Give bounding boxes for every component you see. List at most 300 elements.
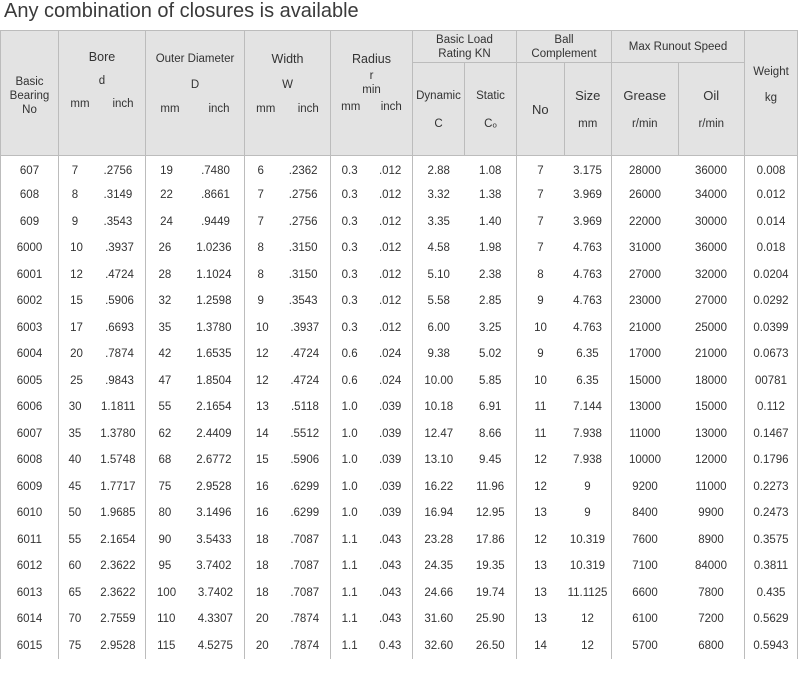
outer-diameter-inch: 2.6772 xyxy=(196,454,232,467)
outer-diameter-cell xyxy=(146,288,245,315)
weight-cell xyxy=(745,447,798,474)
outer-diameter-cell xyxy=(146,474,245,501)
outer-diameter-cell xyxy=(146,341,245,368)
max-speed-cell xyxy=(612,262,745,289)
width-mm: 10 xyxy=(255,321,269,334)
max-speed-a: 13000 xyxy=(629,401,661,414)
ball-no-column-header: No xyxy=(531,102,549,117)
weight-cell xyxy=(745,580,798,607)
bore-mm: 55 xyxy=(68,533,82,546)
max-speed-a: 9200 xyxy=(632,480,658,493)
outer-diameter-inch: .8661 xyxy=(201,189,230,202)
radius-mm: 1.1 xyxy=(341,639,358,652)
width-inch: .2362 xyxy=(288,165,318,177)
max-speed-a: 17000 xyxy=(629,348,661,361)
weight-cell xyxy=(745,209,798,236)
outer-diameter-cell xyxy=(146,394,245,421)
max-speed-cell xyxy=(612,341,745,368)
radius-mm: 1.1 xyxy=(341,586,358,599)
width-inch: .2756 xyxy=(288,215,318,228)
max-speed-cell xyxy=(612,288,745,315)
outer-diameter-cell xyxy=(146,182,245,209)
width-inch: .3150 xyxy=(288,242,318,255)
table-row xyxy=(1,474,798,501)
load-rating-cell xyxy=(413,580,517,607)
table-row xyxy=(1,288,798,315)
bearing-no-value: 6009 xyxy=(16,480,43,493)
table-row xyxy=(1,315,798,342)
max-speed-a: 28000 xyxy=(629,165,661,177)
radius-inch: .043 xyxy=(378,560,402,573)
weight-value: 0.0292 xyxy=(753,295,789,308)
width-cell xyxy=(245,447,331,474)
width-cell xyxy=(245,315,331,342)
outer-diameter-inch: 2.9528 xyxy=(196,480,232,493)
bore-mm: 7 xyxy=(71,165,79,177)
radius-inch: .039 xyxy=(378,507,402,520)
max-speed-b: 8900 xyxy=(698,533,724,546)
max-speed-b: 6800 xyxy=(698,639,724,652)
bore-mm: 8 xyxy=(71,189,79,202)
bearing-no-cell xyxy=(1,606,59,633)
outer-diameter-cell xyxy=(146,580,245,607)
load-rating-a: 10.18 xyxy=(424,401,454,414)
outer-diameter-cell xyxy=(146,527,245,554)
load-rating-cell xyxy=(413,315,517,342)
weight-value: 0.1796 xyxy=(753,454,789,467)
max-speed-a: 31000 xyxy=(629,242,661,255)
radius-cell xyxy=(331,580,413,607)
max-speed-b: 36000 xyxy=(695,165,727,177)
radius-inch: .043 xyxy=(378,613,402,626)
bore-inch: .6693 xyxy=(105,321,134,334)
bore-inch: 1.1811 xyxy=(100,401,136,414)
ball-complement-cell xyxy=(517,368,612,395)
width-inch: .6299 xyxy=(290,507,320,520)
width-inch: .2756 xyxy=(288,189,318,202)
bearing-no-cell xyxy=(1,209,59,236)
radius-cell xyxy=(331,527,413,554)
load-rating-a: 3.35 xyxy=(427,215,450,228)
bore-cell xyxy=(59,474,146,501)
radius-inch: .039 xyxy=(378,454,402,467)
load-rating-b: 2.38 xyxy=(479,268,502,281)
radius-inch: .012 xyxy=(378,242,402,255)
radius-cell xyxy=(331,235,413,262)
table-row xyxy=(1,633,798,660)
weight-value: 0.1467 xyxy=(753,427,789,440)
table-row xyxy=(1,368,798,395)
max-speed-a: 21000 xyxy=(629,321,661,334)
bore-inch: .3543 xyxy=(103,215,133,228)
weight-cell xyxy=(745,394,798,421)
weight-value: 0.5629 xyxy=(753,613,789,626)
bore-mm: 65 xyxy=(68,586,82,599)
load-rating-header: Basic Load Rating KN Dynamic C Static Cₒ xyxy=(413,31,517,156)
radius-inch: .012 xyxy=(378,321,402,334)
max-speed-b: 27000 xyxy=(695,295,727,308)
width-cell xyxy=(245,606,331,633)
ball-complement-b: 9 xyxy=(584,507,591,520)
bearing-no-value: 6007 xyxy=(16,427,43,440)
bore-mm: 40 xyxy=(68,454,82,467)
width-cell xyxy=(245,527,331,554)
radius-mm: 0.3 xyxy=(341,189,358,202)
ball-complement-cell xyxy=(517,633,612,660)
ball-complement-cell xyxy=(517,394,612,421)
width-header: Width W mm inch xyxy=(245,31,331,156)
width-inch: .4724 xyxy=(290,348,320,361)
bearing-no-value: 6005 xyxy=(16,374,43,387)
ball-complement-b: 9 xyxy=(584,480,591,493)
radius-cell xyxy=(331,288,413,315)
weight-value: 0.2273 xyxy=(753,480,789,493)
weight-cell xyxy=(745,606,798,633)
bearing-no-cell xyxy=(1,235,59,262)
bore-cell xyxy=(59,315,146,342)
weight-value: 0.008 xyxy=(756,165,786,177)
table-row xyxy=(1,421,798,448)
outer-diameter-inch: 3.7402 xyxy=(196,560,232,573)
max-speed-cell xyxy=(612,633,745,660)
table-row xyxy=(1,447,798,474)
table-row xyxy=(1,500,798,527)
load-rating-b: 25.90 xyxy=(475,613,505,626)
ball-complement-cell xyxy=(517,315,612,342)
max-speed-b: 18000 xyxy=(695,374,727,387)
load-rating-b: 9.45 xyxy=(479,454,502,467)
radius-inch: .024 xyxy=(378,374,402,387)
max-speed-b: 25000 xyxy=(695,321,727,334)
outer-diameter-mm: 19 xyxy=(160,165,173,177)
max-speed-cell xyxy=(612,553,745,580)
weight-cell xyxy=(745,368,798,395)
width-mm: 8 xyxy=(257,242,264,255)
bore-inch: .2756 xyxy=(103,165,133,177)
outer-diameter-inch: 4.5275 xyxy=(197,639,233,652)
width-inch: .7087 xyxy=(290,560,320,573)
width-mm: 7 xyxy=(257,189,264,202)
max-speed-a: 27000 xyxy=(629,268,661,281)
max-speed-b: 13000 xyxy=(695,427,727,440)
max-speed-cell xyxy=(612,235,745,262)
max-speed-b: 32000 xyxy=(695,268,727,281)
weight-cell xyxy=(745,633,798,660)
ball-complement-a: 12 xyxy=(534,454,547,467)
radius-inch: 0.43 xyxy=(378,639,402,652)
weight-value: 0.112 xyxy=(757,401,785,414)
load-rating-b: 1.38 xyxy=(479,189,502,202)
outer-diameter-mm: 28 xyxy=(158,268,172,281)
outer-diameter-inch: 1.0236 xyxy=(196,242,232,255)
table-row xyxy=(1,394,798,421)
ball-complement-b: 4.763 xyxy=(573,268,602,281)
bearing-no-value: 6006 xyxy=(16,401,43,414)
outer-diameter-mm: 55 xyxy=(158,401,172,414)
table-row xyxy=(1,235,798,262)
radius-mm: 0.6 xyxy=(341,374,358,387)
outer-diameter-cell xyxy=(146,421,245,448)
ball-complement-b: 7.144 xyxy=(573,401,602,414)
max-speed-cell xyxy=(612,368,745,395)
load-rating-a: 3.32 xyxy=(427,189,450,202)
width-cell xyxy=(245,421,331,448)
bore-mm: 60 xyxy=(68,560,82,573)
bore-inch: 2.3622 xyxy=(100,560,136,573)
radius-mm: 0.6 xyxy=(341,348,358,361)
bore-cell xyxy=(59,341,146,368)
load-rating-a: 9.38 xyxy=(427,348,450,361)
max-speed-cell xyxy=(612,447,745,474)
load-rating-cell xyxy=(413,474,517,501)
width-mm: 7 xyxy=(257,215,264,228)
bearing-no-value: 607 xyxy=(19,165,40,177)
table-row xyxy=(1,209,798,236)
ball-complement-a: 9 xyxy=(537,348,544,361)
bore-inch: .4724 xyxy=(105,268,134,281)
width-inch: .5512 xyxy=(290,427,320,440)
max-speed-a: 15000 xyxy=(629,374,661,387)
width-mm: 12 xyxy=(255,374,269,387)
radius-mm: 1.0 xyxy=(341,401,358,414)
width-inch: .7087 xyxy=(290,533,320,546)
weight-value: 0.3811 xyxy=(753,560,789,573)
outer-diameter-inch: 1.3780 xyxy=(196,321,232,334)
grease-column-header: Grease r/min xyxy=(623,88,667,130)
bearing-no-value: 6014 xyxy=(16,613,43,626)
static-column-header: Static Cₒ xyxy=(464,63,516,155)
max-runout-speed-header: Max Runout Speed Grease r/min Oil r/min xyxy=(612,31,745,156)
bore-mm: 10 xyxy=(70,242,83,255)
load-rating-b: 5.85 xyxy=(479,374,502,387)
weight-cell xyxy=(745,500,798,527)
outer-diameter-mm: 115 xyxy=(157,639,176,652)
load-rating-a: 23.28 xyxy=(424,533,454,546)
outer-diameter-header: Outer Diameter D mm inch xyxy=(146,31,245,156)
outer-diameter-mm: 47 xyxy=(158,374,172,387)
ball-complement-cell xyxy=(517,182,612,209)
outer-diameter-mm: 35 xyxy=(158,321,172,334)
bore-mm: 25 xyxy=(70,374,83,387)
bore-cell xyxy=(59,288,146,315)
max-speed-b: 12000 xyxy=(695,454,727,467)
weight-value: 0.5943 xyxy=(753,639,789,652)
bearing-no-value: 6004 xyxy=(16,348,43,361)
ball-complement-cell xyxy=(517,209,612,236)
outer-diameter-inch: 2.1654 xyxy=(196,401,232,414)
width-inch: .3937 xyxy=(290,321,320,334)
outer-diameter-inch: .7480 xyxy=(201,165,230,177)
ball-complement-cell xyxy=(517,235,612,262)
max-speed-b: 9900 xyxy=(698,507,724,520)
ball-complement-b: 3.969 xyxy=(573,189,602,202)
oil-column-header: Oil r/min xyxy=(678,63,745,155)
bearing-no-cell xyxy=(1,288,59,315)
bearing-no-value: 6015 xyxy=(16,639,43,652)
radius-mm: 1.0 xyxy=(341,480,358,493)
bore-cell xyxy=(59,553,146,580)
weight-cell xyxy=(745,421,798,448)
radius-mm: 1.0 xyxy=(341,427,358,440)
bore-inch: 1.9685 xyxy=(100,507,136,520)
width-mm: 16 xyxy=(255,507,269,520)
width-mm: 18 xyxy=(255,560,269,573)
radius-mm: 0.3 xyxy=(341,242,358,255)
radius-mm: 0.3 xyxy=(341,165,358,177)
max-speed-cell xyxy=(612,606,745,633)
radius-cell xyxy=(331,182,413,209)
radius-inch: .039 xyxy=(378,401,402,414)
outer-diameter-cell xyxy=(146,553,245,580)
table-body xyxy=(1,156,798,660)
weight-header: Weight kg xyxy=(745,31,798,156)
basic-bearing-header: Basic Bearing No xyxy=(1,31,59,156)
load-rating-cell xyxy=(413,500,517,527)
load-rating-b: 8.66 xyxy=(479,427,502,440)
width-inch: .5118 xyxy=(290,401,319,414)
outer-diameter-mm: 75 xyxy=(158,480,172,493)
width-cell xyxy=(245,288,331,315)
max-speed-cell xyxy=(612,394,745,421)
width-inch: .7087 xyxy=(290,586,320,599)
width-cell xyxy=(245,235,331,262)
load-rating-a: 16.94 xyxy=(424,507,454,520)
weight-cell xyxy=(745,553,798,580)
weight-value: 0.012 xyxy=(756,189,786,202)
load-rating-cell xyxy=(413,288,517,315)
ball-complement-b: 6.35 xyxy=(576,374,599,387)
bearing-no-cell xyxy=(1,633,59,660)
width-inch: .7874 xyxy=(290,613,320,626)
outer-diameter-cell xyxy=(146,262,245,289)
bore-inch: 1.3780 xyxy=(100,427,136,440)
load-rating-b: 1.08 xyxy=(479,165,502,177)
ball-complement-b: 4.763 xyxy=(573,321,602,334)
outer-diameter-inch: 3.1496 xyxy=(196,507,232,520)
load-rating-b: 1.40 xyxy=(479,215,502,228)
table-row xyxy=(1,341,798,368)
ball-complement-a: 13 xyxy=(534,507,547,520)
radius-inch: .024 xyxy=(378,348,402,361)
width-mm: 15 xyxy=(255,454,269,467)
max-speed-b: 11000 xyxy=(695,480,727,493)
ball-complement-b: 11.1125 xyxy=(567,586,608,599)
bearing-no-value: 6011 xyxy=(17,533,42,546)
bore-mm: 20 xyxy=(70,348,83,361)
ball-complement-b: 3.969 xyxy=(573,215,602,228)
max-speed-a: 22000 xyxy=(629,215,661,228)
load-rating-cell xyxy=(413,447,517,474)
radius-cell xyxy=(331,341,413,368)
bearing-no-cell xyxy=(1,474,59,501)
bearing-no-cell xyxy=(1,368,59,395)
max-speed-a: 7600 xyxy=(632,533,658,546)
outer-diameter-mm: 32 xyxy=(158,295,172,308)
load-rating-a: 24.35 xyxy=(424,560,454,573)
load-rating-b: 2.85 xyxy=(479,295,502,308)
load-rating-b: 3.25 xyxy=(479,321,502,334)
ball-complement-b: 12 xyxy=(581,639,594,652)
load-rating-b: 6.91 xyxy=(479,401,502,414)
weight-cell xyxy=(745,288,798,315)
bearing-no-cell xyxy=(1,527,59,554)
radius-inch: .043 xyxy=(378,586,402,599)
width-mm: 20 xyxy=(255,639,269,652)
weight-value: 0.014 xyxy=(756,215,786,228)
outer-diameter-cell xyxy=(146,209,245,236)
max-speed-b: 15000 xyxy=(695,401,727,414)
outer-diameter-inch: 2.4409 xyxy=(196,427,232,440)
bore-inch: .7874 xyxy=(105,348,134,361)
ball-complement-cell xyxy=(517,341,612,368)
weight-cell xyxy=(745,262,798,289)
outer-diameter-mm: 42 xyxy=(158,348,172,361)
max-speed-cell xyxy=(612,156,745,183)
outer-diameter-cell xyxy=(146,235,245,262)
bearing-no-cell xyxy=(1,500,59,527)
bearing-no-value: 6002 xyxy=(16,295,43,308)
bore-inch: .3937 xyxy=(105,242,134,255)
bearing-no-value: 608 xyxy=(19,189,40,202)
ball-complement-b: 10.319 xyxy=(569,560,606,573)
ball-complement-cell xyxy=(517,262,612,289)
load-rating-cell xyxy=(413,182,517,209)
load-rating-b: 11.96 xyxy=(476,480,505,493)
radius-mm: 1.0 xyxy=(341,454,358,467)
table-row xyxy=(1,580,798,607)
bearing-no-cell xyxy=(1,421,59,448)
radius-mm: 1.1 xyxy=(341,613,358,626)
ball-complement-b: 10.319 xyxy=(569,533,606,546)
bore-mm: 30 xyxy=(68,401,82,414)
bore-mm: 12 xyxy=(70,268,83,281)
load-rating-cell xyxy=(413,394,517,421)
bore-mm: 45 xyxy=(68,480,82,493)
bearing-no-cell xyxy=(1,580,59,607)
max-speed-a: 23000 xyxy=(629,295,661,308)
bore-cell xyxy=(59,262,146,289)
load-rating-b: 26.50 xyxy=(475,639,505,652)
load-rating-cell xyxy=(413,368,517,395)
max-speed-a: 6600 xyxy=(632,586,658,599)
bore-cell xyxy=(59,235,146,262)
outer-diameter-inch: 1.8504 xyxy=(196,374,232,387)
radius-cell xyxy=(331,500,413,527)
ball-complement-cell xyxy=(517,500,612,527)
bore-mm: 75 xyxy=(68,639,82,652)
radius-mm: 0.3 xyxy=(341,295,358,308)
weight-value: 0.3575 xyxy=(753,533,789,546)
bore-inch: 2.9528 xyxy=(100,639,136,652)
outer-diameter-inch: 4.3307 xyxy=(197,613,233,626)
load-rating-a: 32.60 xyxy=(424,639,454,652)
ball-complement-header: Ball Complement No Size mm xyxy=(517,31,612,156)
outer-diameter-mm: 90 xyxy=(158,533,172,546)
radius-cell xyxy=(331,474,413,501)
load-rating-cell xyxy=(413,209,517,236)
max-speed-b: 34000 xyxy=(695,189,727,202)
weight-value: 0.0673 xyxy=(753,348,789,361)
radius-mm: 0.3 xyxy=(341,215,358,228)
radius-cell xyxy=(331,421,413,448)
max-speed-b: 36000 xyxy=(695,242,727,255)
ball-size-column-header: Size mm xyxy=(564,63,612,155)
ball-complement-a: 12 xyxy=(534,533,547,546)
outer-diameter-cell xyxy=(146,606,245,633)
load-rating-a: 5.10 xyxy=(427,268,450,281)
table-row xyxy=(1,262,798,289)
width-mm: 13 xyxy=(256,401,269,414)
